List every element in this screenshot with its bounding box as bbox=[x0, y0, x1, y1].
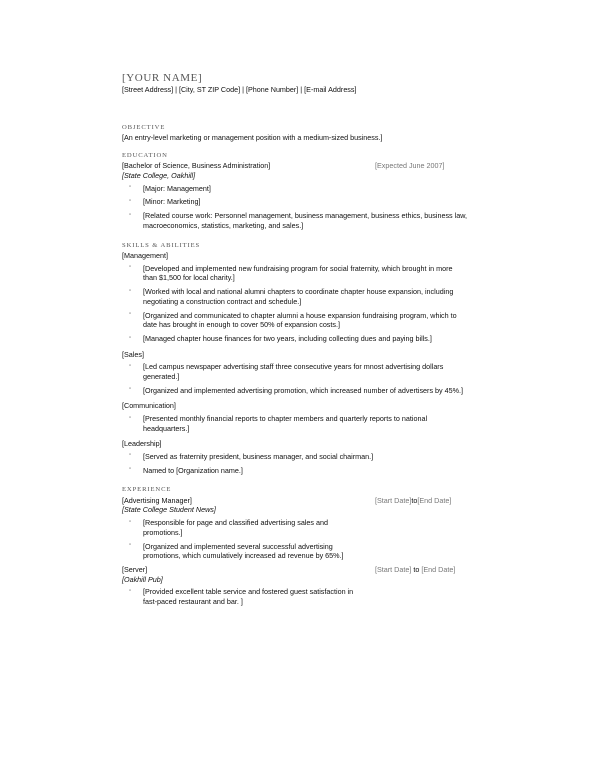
objective-section bbox=[122, 123, 472, 143]
resume-name: [YOUR NAME] bbox=[122, 72, 203, 84]
list-item: ▫ [Organized and implemented several successful advertising promotions, which cumulatively increased ad revenue by 65%.] bbox=[122, 542, 362, 561]
list-item: ▫ [Worked with local and national alumni chapters to coordinate chapter house expansion, including negotiating a construction contract and schedule.] bbox=[122, 287, 467, 306]
job-date-end: [End Date] bbox=[417, 495, 452, 505]
job-date-end: [End Date] bbox=[421, 565, 456, 575]
list-item: ▫ [Organized and communicated to chapter alumni a house expansion fundraising program, which to date has brought in enough to cover 50% of expansion costs.] bbox=[122, 311, 467, 330]
job-position: [Server] bbox=[122, 565, 148, 575]
objective-text: [An entry-level marketing or management position with a medium-sized business.] bbox=[122, 133, 383, 143]
education-section bbox=[122, 151, 472, 231]
section-title-skills: SKILLS & ABILITIES bbox=[122, 241, 201, 249]
job-position: [Advertising Manager] bbox=[122, 495, 192, 505]
list-item: ▫ [Developed and implemented new fundraising program for social fraternity, which brought in more than $1,500 for local charity.] bbox=[122, 264, 467, 283]
skill-bullets-sales bbox=[122, 362, 467, 395]
list-item: ▫ [Minor: Marketing] bbox=[122, 197, 467, 207]
job-bullets bbox=[122, 587, 362, 606]
job-company: [State College Student News] bbox=[122, 505, 216, 515]
job-row bbox=[122, 565, 472, 575]
skill-bullets-management bbox=[122, 264, 467, 344]
list-item: ▫ [Managed chapter house finances for two years, including collecting dues and paying bills.] bbox=[122, 334, 467, 344]
job-date-start: [Start Date] bbox=[375, 565, 412, 575]
skill-group-label-communication: [Communication] bbox=[122, 401, 176, 411]
list-item: ▫ Named to [Organization name.] bbox=[122, 466, 467, 476]
skill-group-label-leadership: [Leadership] bbox=[122, 439, 162, 449]
skill-group-label-sales: [Sales] bbox=[122, 349, 144, 359]
list-item: ▫ [Organized and implemented advertising promotion, which increased number of advertisers by 45%.] bbox=[122, 386, 467, 396]
education-degree-row bbox=[122, 161, 472, 171]
education-date: [Expected June 2007] bbox=[375, 161, 445, 171]
job-date-to: to bbox=[411, 565, 422, 575]
list-item: ▫ [Responsible for page and classified advertising sales and promotions.] bbox=[122, 518, 362, 537]
skills-section bbox=[122, 241, 472, 476]
experience-section bbox=[122, 485, 472, 606]
education-school: [State College, Oakhill] bbox=[122, 170, 196, 180]
skill-bullets-leadership bbox=[122, 452, 467, 475]
list-item: ▫ [Related course work: Personnel management, business management, business ethics, business law, macroeconomics, statistics, marketing, and sales.] bbox=[122, 211, 467, 230]
job-dates bbox=[375, 496, 451, 506]
job-company: [Oakhill Pub] bbox=[122, 574, 163, 584]
section-title-objective: OBJECTIVE bbox=[122, 123, 166, 131]
list-item: ▫ [Led campus newspaper advertising staff three consecutive years for mnost advertising dollars generated.] bbox=[122, 362, 467, 381]
job-row bbox=[122, 496, 472, 506]
skill-bullets-communication bbox=[122, 414, 467, 433]
list-item: ▫ [Served as fraternity president, business manager, and social chairman.] bbox=[122, 452, 467, 462]
skill-group-label-management: [Management] bbox=[122, 251, 168, 261]
list-item: ▫ [Major: Management] bbox=[122, 184, 467, 194]
job-date-to: to bbox=[411, 495, 418, 505]
section-title-experience: EXPERIENCE bbox=[122, 486, 172, 494]
resume-page bbox=[122, 72, 472, 611]
section-title-education: EDUCATION bbox=[122, 151, 168, 159]
job-bullets bbox=[122, 518, 362, 561]
education-bullets bbox=[122, 184, 467, 231]
job-date-start: [Start Date] bbox=[375, 495, 412, 505]
education-degree: [Bachelor of Science, Business Administration] bbox=[122, 161, 271, 171]
job-dates bbox=[375, 565, 455, 575]
list-item: ▫ [Provided excellent table service and fostered guest satisfaction in fast-paced restaurant and bar. ] bbox=[122, 587, 362, 606]
contact-line: [Street Address] | [City, ST ZIP Code] | [Phone Number] | [E-mail Address] bbox=[122, 85, 357, 94]
list-item: ▫ [Presented monthly financial reports to chapter members and quarterly reports to national headquarters.] bbox=[122, 414, 467, 433]
